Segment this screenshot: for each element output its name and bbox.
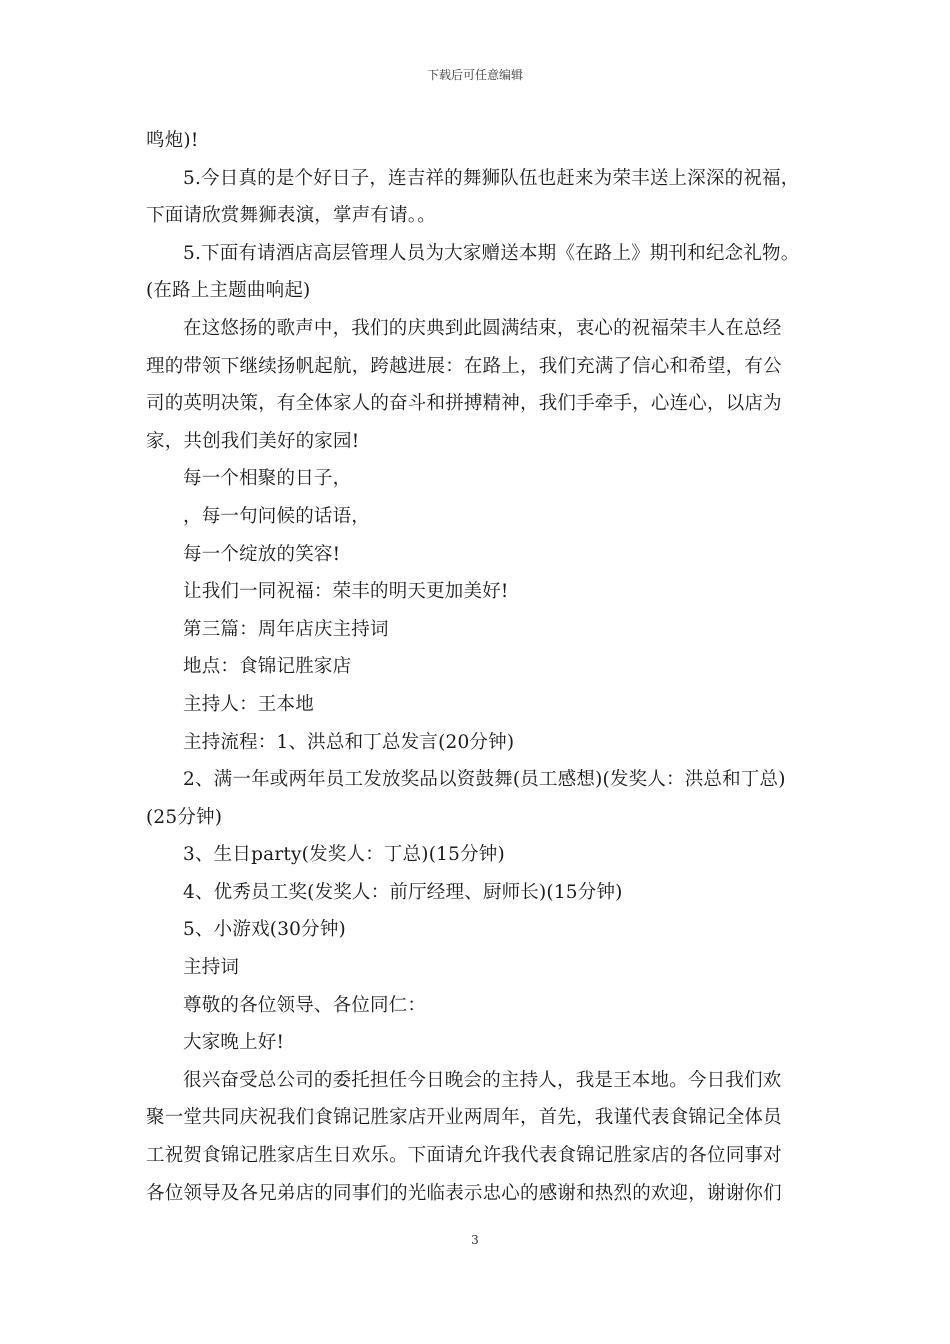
text-line: 3、生日party(发奖人：丁总)(15分钟): [183, 844, 505, 866]
text-line: 司的英明决策，有全体家人的奋斗和拼搏精神，我们手牵手，心连心，以店为: [146, 393, 782, 415]
text-line: 很兴奋受总公司的委托担任今日晚会的主持人，我是王本地。今日我们欢: [183, 1069, 782, 1091]
text-line: 让我们一同祝福：荣丰的明天更加美好!: [183, 581, 509, 603]
text-line: (25分钟): [146, 806, 223, 828]
text-line: 5.今日真的是个好日子，连吉祥的舞狮队伍也赶来为荣丰送上深深的祝福，: [183, 167, 800, 189]
document-body: [146, 122, 818, 1212]
text-line: 下面请欣赏舞狮表演，掌声有请。。: [146, 205, 436, 227]
text-line: 在这悠扬的歌声中，我们的庆典到此圆满结束，衷心的祝福荣丰人在总经: [183, 317, 782, 339]
text-line: 第三篇：周年店庆主持词: [183, 618, 389, 640]
text-line: 5、小游戏(30分钟): [183, 919, 346, 941]
text-line: 聚一堂共同庆祝我们食锦记胜家店开业两周年，首先，我谨代表食锦记全体员: [146, 1107, 782, 1129]
text-line: 4、优秀员工奖(发奖人：前厅经理、厨师长)(15分钟): [183, 881, 623, 903]
text-line: 主持流程：1、洪总和丁总发言(20分钟): [183, 731, 515, 753]
page-header: 下载后可任意编辑: [426, 68, 523, 82]
text-line: 家，共创我们美好的家园!: [146, 430, 360, 452]
text-line: 每一个绽放的笑容!: [183, 543, 341, 565]
text-line: 主持人：王本地: [183, 693, 314, 715]
text-line: ，每一句问候的话语，: [183, 505, 371, 527]
text-line: 每一个相聚的日子，: [183, 468, 352, 490]
text-line: 2、满一年或两年员工发放奖品以资鼓舞(员工感想)(发奖人：洪总和丁总): [183, 769, 786, 791]
page-number: 3: [471, 1233, 479, 1247]
text-line: 理的带领下继续扬帆起航，跨越进展：在路上，我们充满了信心和希望，有公: [146, 355, 782, 377]
text-line: (在路上主题曲响起): [146, 280, 311, 302]
text-line: 5.下面有请酒店高层管理人员为大家赠送本期《在路上》期刊和纪念礼物。: [183, 242, 800, 264]
text-line: 大家晚上好!: [183, 1032, 285, 1054]
text-line: 鸣炮)!: [146, 130, 199, 151]
text-line: 尊敬的各位领导、各位同仁：: [183, 994, 427, 1016]
text-line: 各位领导及各兄弟店的同事们的光临表示忠心的感谢和热烈的欢迎，谢谢你们: [146, 1182, 782, 1204]
text-line: 主持词: [183, 957, 240, 979]
text-line: 工祝贺食锦记胜家店生日欢乐。下面请允许我代表食锦记胜家店的各位同事对: [146, 1145, 782, 1167]
text-line: 地点：食锦记胜家店: [183, 656, 352, 678]
